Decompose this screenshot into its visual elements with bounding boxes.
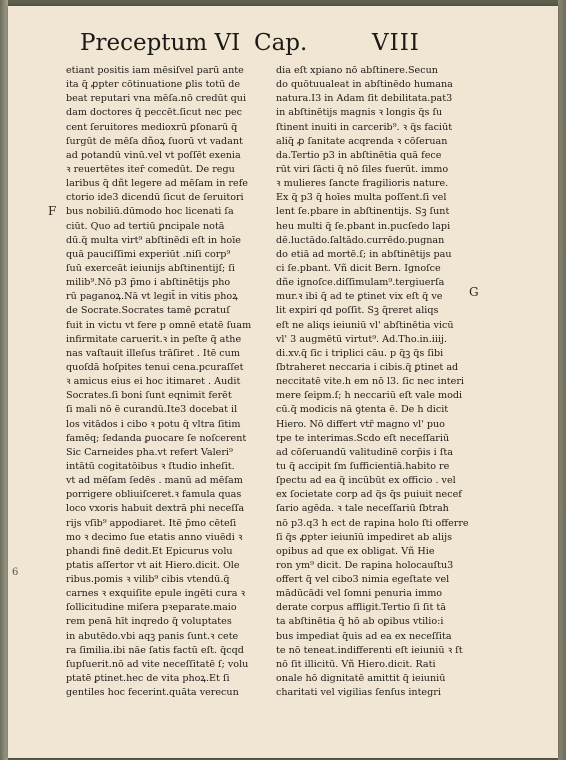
right-column-text-line: nō ſit illicitū. Vñ Hiero.dicit. Rati (276, 658, 436, 670)
left-column-text-line: mo ꝛ decimo ſue etatis anno viuēdi ꝛ (66, 531, 243, 543)
left-column-text-line: ribus.pomis ꝛ vilib⁹ cibis vtendū.q̃ (66, 574, 230, 586)
left-column-text-line: dū.q̃ multa virt⁹ abſtinēdi eſt in hoīe (66, 234, 241, 246)
right-column-text-line: mere ſeipm.ſ; h neccariū eſt vale modi (276, 390, 463, 402)
left-column-text-line: famēq; ſedanda ꝑuocare ſe noſcerent (66, 432, 247, 444)
right-column-text-line: di.xv.q̃ ſic i triplici cāu. p q̃ꝫ q̃s ſibi (276, 347, 444, 359)
right-column-text-line: natura.I3 in Adam ſit debilitata.pat3 (276, 93, 453, 105)
right-column-text-line: ron ym⁹ dicit. De rapina holocauſtu3 (276, 559, 454, 571)
right-column-text-line: te nō teneat.indifferenti eſt ieiuniū ꝛ ſt (276, 644, 463, 656)
right-column-text-line: ſi q̃s ꝓpter ieiunīū impediret ab alijs (276, 531, 453, 543)
right-column-text-line: do quōtuualeat in abſtinēdo humana (276, 79, 453, 91)
left-column-text-line: ptatē ꝑtinet.hec de vita phoꝝ.Et ſi (66, 673, 230, 685)
left-column-text-line: beat reputari vna mēſa.nō credūt qui (66, 93, 247, 105)
left-column-text-line: infirmitate caruerit.ꝛ in peſte q̃ athe (66, 333, 242, 345)
right-column-text-line: ſpectu ad ea q̃ incūbūt ex officio . vel (276, 475, 456, 487)
left-column-text-line: intātū cogitatōibus ꝛ ſtudio inheſit. (66, 460, 235, 472)
right-column-text-line: dñe ignoſce.diſſimulam⁹.tergiuerſa (276, 277, 445, 289)
left-column-text-line: ꝛ reuertētes iter̄ comedūt. De regu (66, 163, 235, 175)
right-column-text-line: lent ſe.pbare in abſtinentijs. Sꝫ ſunt (276, 206, 450, 218)
left-column-text-line: etiant positis iam mēsiſvel parū ante (66, 65, 244, 76)
right-column-text-line: do etiā ad mortē.ſ; in abſtinētijs pau (276, 248, 452, 260)
right-column-text-line: mur.ꝛ ibi q̃ ad te ꝑtinet vix eſt q̃ ve (276, 291, 443, 303)
right-column-text-line: bus impediat q̄uis ad ea ex neceſſita (276, 630, 452, 642)
left-text-column (66, 64, 262, 700)
left-column-text-line: carnes ꝛ exquiſite epule ingēti cura ꝛ (66, 588, 246, 600)
right-column-text-line: lit expiri qd poſſit. Sꝫ q̄reret aliqs (276, 305, 439, 317)
right-column-text-line: heu multi q̃ ſe.pbant in.pucſedo lapi (276, 220, 451, 232)
edge-numeral: 6 (12, 567, 19, 578)
left-column-text-line: ꝛ amicus eius ei hoc itimaret . Audit (66, 376, 241, 388)
right-column-text-line: mādūcādi vel ſomni penuria immo (276, 588, 443, 600)
left-column-text-line: loco vxoris habuit dextrā phi neceſſa (66, 503, 245, 515)
left-column-text-line: los vitādos i cibo ꝛ potu q̃ vltra ſitim (66, 418, 241, 430)
right-column-text-line: ſtinent inuiti in carcerib⁹. ꝛ q̃s faciūt (276, 121, 453, 133)
left-column-text-line: ſurgūt de mēſa dñoꝝ ſuorū vt vadant (66, 135, 243, 147)
left-column-text-line: dam doctores q̃ peccēt.ſicut nec pec (66, 107, 243, 119)
right-column-text-line: da.Tertio p3 in abſtinētia quā fece (276, 149, 442, 161)
left-column-text-line: milib⁹.Nō p3 p̄mo i abſtinētijs pho (66, 277, 231, 289)
right-column-text-line: Ex q̃ p3 q̃ hoīes multa poſſent.ſi vel (276, 192, 447, 204)
left-column-text-line: rijs vſib⁹ appodiaret. Itē p̄mo cēteſi (66, 517, 237, 529)
right-column-text-line: ſario agēda. ꝛ tale neceſſariū ſbtrah (276, 503, 449, 515)
left-column-text-line: ſollicitudine miſera pꝛeparate.maio (66, 602, 237, 614)
left-column-text-line: quoſdā hoſpites tenui cena.pcuraſſet (66, 361, 244, 373)
right-column-text-line: dē.luctādo.ſaltādo.currēdo.pugnan (276, 234, 445, 246)
right-column-text-line: onale hō dignitatē amittit q̃ ieiuniū (276, 673, 446, 685)
right-column-text-line: ad cōſeruandū valitudinē corp̄is i ſta (276, 446, 453, 458)
right-column-text-line: in abſtinētijs magnis ꝛ longis q̃s ſu (276, 107, 443, 119)
right-column-text-line: ex ſocietate corp ad q̃s q̄s puiuit necef (276, 489, 462, 501)
right-column-text-line: ꝛ mulieres ſancte fragilioris nature. (276, 178, 449, 190)
left-column-text-line: ra ſimilia.ibi nāe ſatis factū eſt. q̃cqd (66, 644, 244, 656)
margin-letter-g: G (469, 285, 479, 299)
left-column-text-line: ita q̃ ꝓpter cōtinuatione ꝑlis totū de (66, 79, 241, 91)
right-column-text-line: charitati vel vigilias ſenſus integri (276, 687, 441, 699)
left-column-text-line: Socrates.ſi boni ſunt eqnimit ferēt (66, 390, 232, 402)
right-column-text-line: tpe te interimas.Scdo eſt neceſſariū (276, 432, 450, 444)
right-column-text-line: Hiero. Nō differt vtr̄ magno vl' puo (276, 418, 445, 430)
right-column-text-line: ta abſtinētia q̃ hō ab oꝑibus vtilio:i (276, 616, 444, 628)
left-column-text-line: ſi mali nō ē curandū.Ite3 docebat il (66, 404, 238, 416)
right-column-text-line: neccitatē vite.h em nō l3. ſic nec interi (276, 376, 464, 388)
left-column-text-line: laribus q̃ dñt legere ad mēſam in refe (66, 178, 248, 190)
left-column-text-line: bus nobiliū.dūmodo hoc licenati ſa (66, 206, 234, 218)
left-column-text-line: ciūt. Quo ad tertiū ꝑncipale notā (66, 220, 225, 232)
right-column-text-line: ſbtraheret neccaria i cibis.q̃ ꝑtinet ad (276, 361, 459, 373)
left-column-text-line: ad potandū vinū.vel vt poſſēt exenia (66, 149, 241, 161)
left-column-text-line: rū paganoꝝ.Nā vt legit̄ in vitis phoꝝ (66, 291, 238, 303)
left-column-text-line: vt ad mēſam ſedēs . manū ad mēſam (66, 475, 243, 487)
left-column-text-line: rem penā hīt inqredo q̃ voluptates (66, 616, 232, 628)
left-column-text-line: porrigere obliuiſceret.ꝛ famula quas (66, 489, 242, 501)
running-header (72, 30, 512, 60)
header-chapter-number: VIII (372, 30, 420, 56)
right-column-text-line: cū.q̃ modicis nā ꝯtenta ē. De h dicit (276, 404, 449, 416)
right-column-text-line: ci ſe.pbant. Vñ dicit Bern. Ignoſce (276, 262, 441, 274)
right-column-text-line: vl' 3 augmētū virtut⁹. Ad.Tho.in.iiij. (276, 333, 448, 345)
right-column-text-line: tu q̃ accipit ſm ſufficientiā.habito re (276, 460, 450, 472)
right-column-text-line: derate corpus affligit.Tertio ſi ſit tā (276, 602, 446, 614)
header-chapter-label: Cap. (254, 30, 308, 56)
left-column-text-line: in abutēdo.vbi aqꝫ panis ſunt.ꝛ cete (66, 630, 239, 642)
left-column-text-line: phandi finē dedit.Et Epicurus volu (66, 545, 233, 557)
right-text-column (276, 64, 476, 700)
margin-letter-f: F (48, 204, 57, 218)
left-column-text-line: Sic Carneides pha.vt refert Valeri⁹ (66, 446, 233, 458)
right-column-text-line: eſt ne aliqs ieiuniū vl' abſtinētia vicū (276, 319, 454, 331)
left-column-text-line: quā pauciſſimi experiūt .niſi corp⁹ (66, 248, 231, 260)
right-column-text-line: opibus ad que ex obligat. Vñ Hie (276, 545, 435, 557)
right-column-text-line: dia eſt xpiano nō abſtinere.Secun (276, 65, 438, 76)
left-page-edge (0, 0, 8, 760)
right-column-text-line: aliq̄ ꝓ ſanitate acqrenda ꝛ cōſeruan (276, 135, 448, 147)
right-page-edge (558, 0, 566, 760)
left-column-text-line: fuit in victu vt fere p omnē etatē ſuam (66, 319, 252, 331)
right-column-text-line: nō p3.q3 h ect de rapina holo ſti offerre (276, 517, 469, 529)
left-column-text-line: nas vaſtauit illeſus trāſiret . Itē cum (66, 347, 240, 359)
left-column-text-line: ſupſuerit.nō ad vite neceſſitatē ſ; volu (66, 658, 249, 670)
right-column-text-line: rūt viri ſācti q̃ nō ſiles fuerūt. immo (276, 163, 449, 175)
header-title: Preceptum VI (80, 30, 241, 56)
left-column-text-line: ctorio ide3 dicendū ſicut de ſeruitori (66, 192, 244, 204)
left-column-text-line: cent ſeruitores medioxrū ꝑſonarū q̃ (66, 121, 238, 133)
left-column-text-line: gentiles hoc fecerint.quāta verecun (66, 687, 239, 699)
left-column-text-line: de Socrate.Socrates tamē ꝑcratuſ (66, 305, 230, 317)
right-column-text-line: offert q̃ vel cibo3 nimia egeſtate vel (276, 574, 450, 586)
left-column-text-line: ptatis aſſertor vt ait Hiero.dicit. Ole (66, 559, 240, 571)
left-column-text-line: ſuū exerceāt ieiunijs abſtinentijſ; ſi (66, 262, 235, 274)
